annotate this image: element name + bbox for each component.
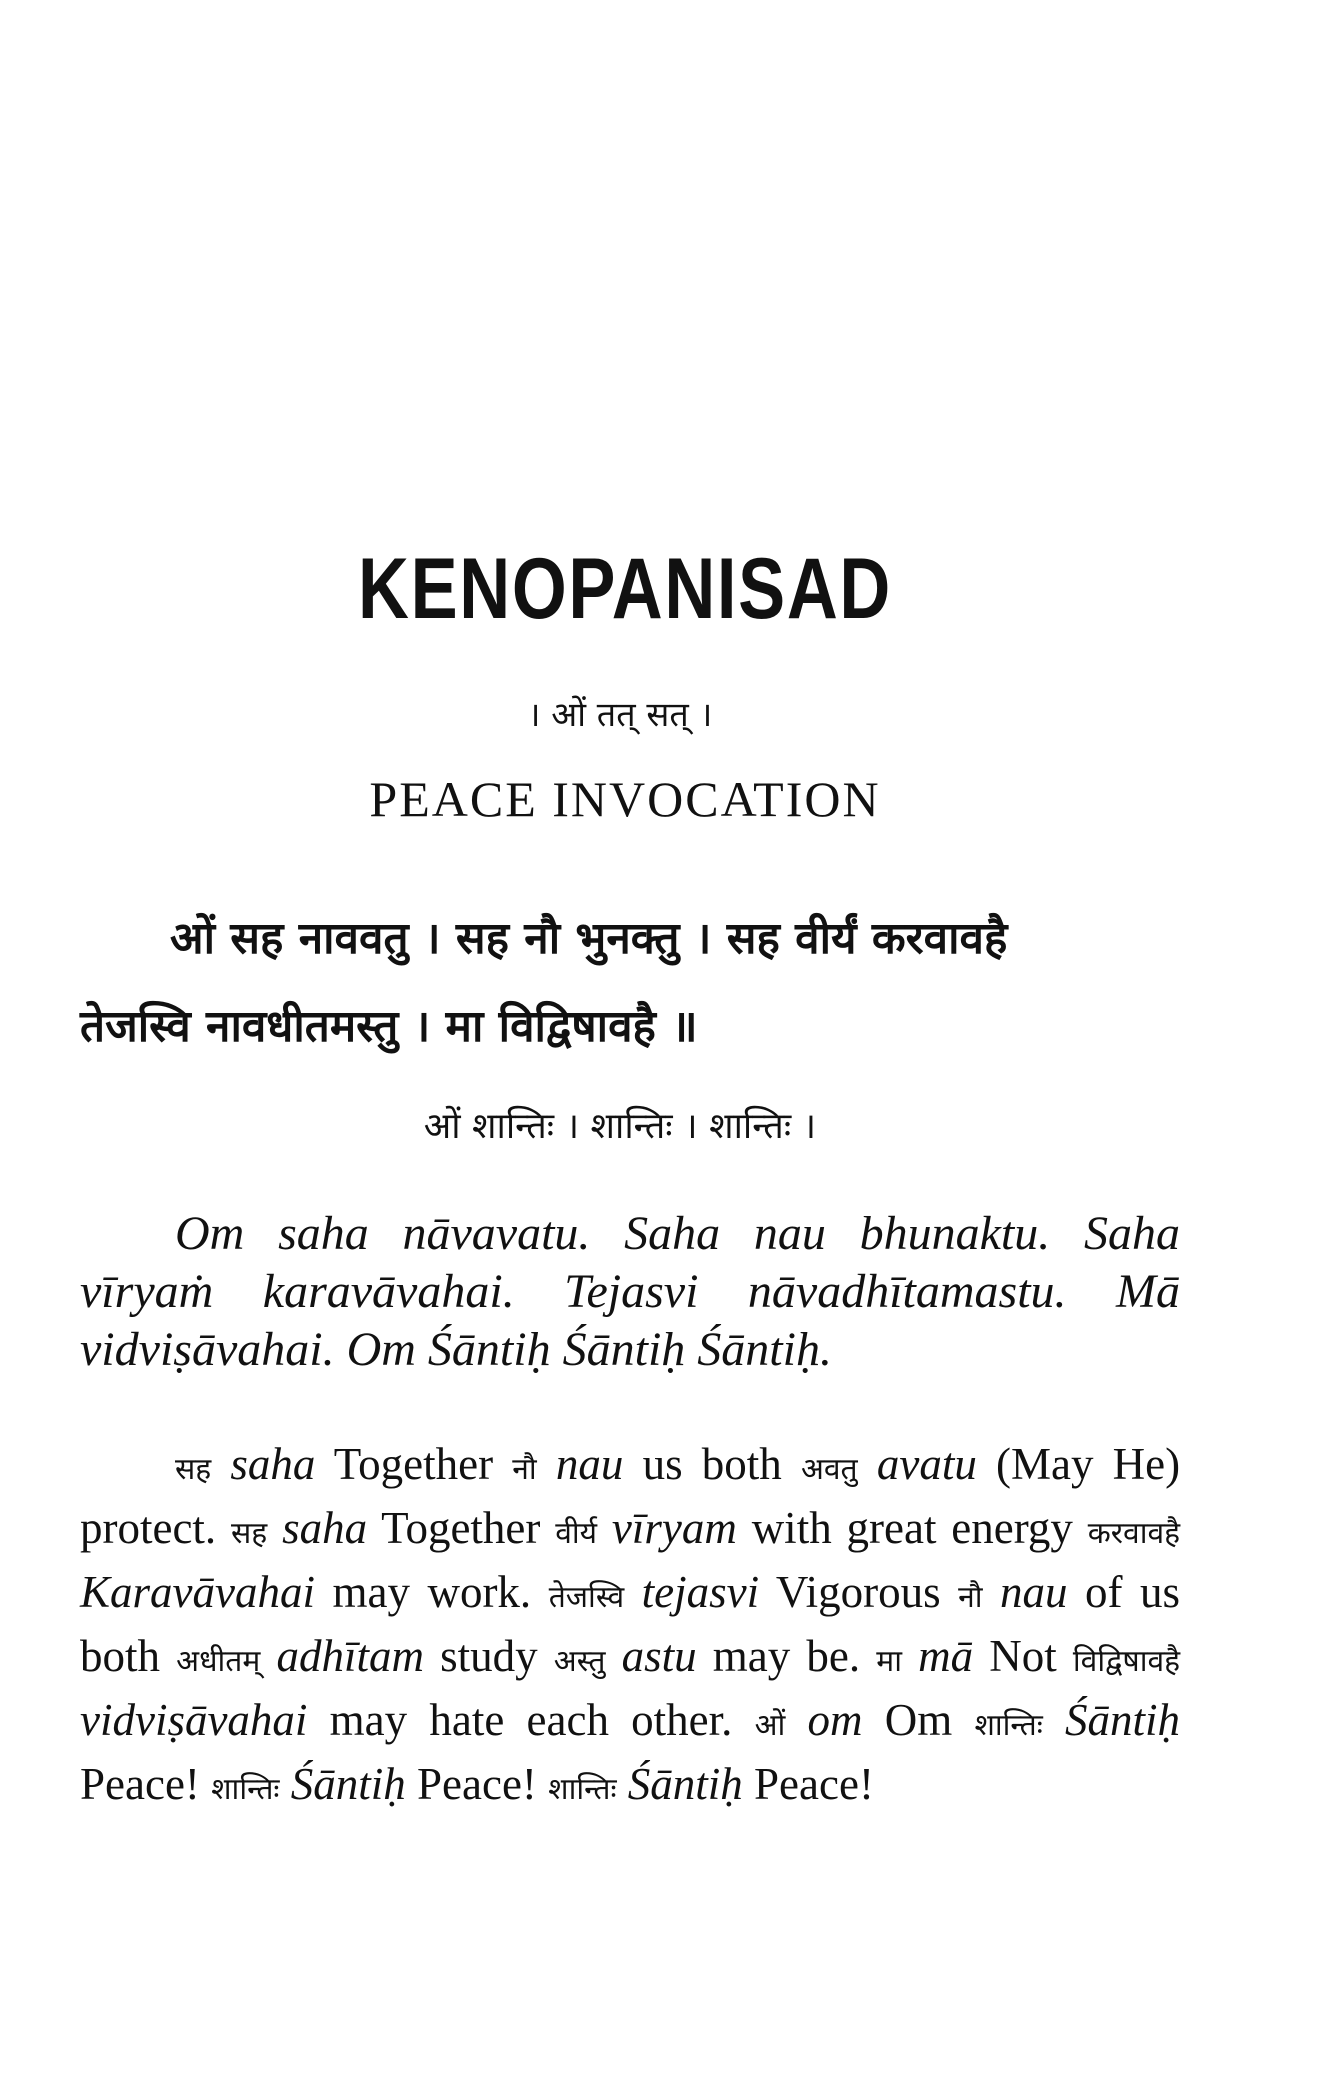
gloss-romanized: avatu <box>876 1439 977 1489</box>
sanskrit-verse <box>80 895 1180 1071</box>
gloss-devanagari: विद्विषावहै <box>1072 1644 1181 1679</box>
gloss-devanagari: शान्तिः <box>211 1772 280 1807</box>
gloss-romanized: Śāntiḥ <box>627 1759 743 1809</box>
gloss-romanized: Śāntiḥ <box>1065 1695 1181 1745</box>
gloss-devanagari: अधीतम् <box>176 1644 261 1679</box>
gloss-meaning: Not <box>989 1631 1057 1681</box>
gloss-romanized: saha <box>282 1503 368 1553</box>
gloss-meaning: Vigorous <box>775 1567 941 1617</box>
gloss-meaning: with great energy <box>751 1503 1073 1553</box>
gloss-meaning: Om <box>884 1695 953 1745</box>
gloss-devanagari: ओं <box>754 1708 786 1743</box>
gloss-romanized: vīryam <box>611 1503 737 1553</box>
gloss-devanagari: तेजस्वि <box>548 1580 625 1615</box>
gloss-devanagari: शान्तिः <box>548 1772 617 1807</box>
gloss-romanized: astu <box>621 1631 697 1681</box>
transliteration-text: Om saha nāvavatu. Saha nau bhunaktu. Saha vīryaṁ karavāvahai. Tejasvi nāvadhītamastu. Mā vidviṣāvahai. Om Śāntiḥ Śāntiḥ Śāntiḥ. <box>80 1207 1180 1376</box>
verse-line-1: ओं सह नाववतु । सह नौ भुनक्तु । सह वीर्यं करवावहै <box>170 913 1008 964</box>
verse-line-2: तेजस्वि नावधीतमस्तु । मा विद्विषावहै ॥ <box>80 1001 698 1052</box>
word-gloss-paragraph <box>80 1435 1180 1819</box>
gloss-devanagari: नौ <box>958 1580 983 1615</box>
gloss-romanized: om <box>807 1695 863 1745</box>
gloss-romanized: nau <box>1000 1567 1068 1617</box>
gloss-meaning: us both <box>642 1439 782 1489</box>
gloss-romanized: Karavāvahai <box>80 1567 315 1617</box>
section-heading: PEACE INVOCATION <box>369 771 881 827</box>
page-title: KENOPANISAD <box>358 541 892 637</box>
gloss-devanagari: शान्तिः <box>974 1708 1043 1743</box>
gloss-romanized: saha <box>230 1439 316 1489</box>
gloss-devanagari: करवावहै <box>1087 1516 1181 1551</box>
om-tat-sat-line: । ओं तत् सत् । <box>527 695 713 735</box>
gloss-devanagari: अस्तु <box>553 1644 606 1679</box>
gloss-devanagari: सह <box>175 1452 212 1487</box>
gloss-devanagari: सह <box>231 1516 268 1551</box>
gloss-romanized: mā <box>918 1631 974 1681</box>
gloss-romanized: tejasvi <box>641 1567 760 1617</box>
gloss-text <box>80 1435 1180 1819</box>
gloss-meaning: may work. <box>332 1567 532 1617</box>
gloss-meaning: Peace! <box>80 1759 200 1809</box>
gloss-devanagari: अवतु <box>800 1452 858 1487</box>
gloss-meaning: Peace! <box>417 1759 537 1809</box>
gloss-meaning: may be. <box>712 1631 861 1681</box>
gloss-meaning: Together <box>333 1439 494 1489</box>
gloss-meaning: (May He) protect. <box>80 1439 1181 1553</box>
gloss-meaning: Peace! <box>754 1759 874 1809</box>
gloss-devanagari: नौ <box>512 1452 537 1487</box>
shanti-line: ओं शान्तिः । शान्तिः । शान्तिः । <box>423 1106 817 1147</box>
gloss-meaning: study <box>440 1631 538 1681</box>
gloss-meaning: of us both <box>80 1567 1181 1681</box>
gloss-devanagari: वीर्य <box>555 1516 598 1551</box>
gloss-romanized: nau <box>555 1439 624 1489</box>
gloss-meaning: Together <box>381 1503 541 1553</box>
gloss-romanized: adhītam <box>276 1631 424 1681</box>
transliteration-paragraph <box>80 1205 1180 1379</box>
gloss-romanized: Śāntiḥ <box>290 1759 406 1809</box>
gloss-devanagari: मा <box>876 1644 902 1679</box>
gloss-romanized: vidviṣāvahai <box>80 1695 308 1745</box>
gloss-meaning: may hate each other. <box>329 1695 733 1745</box>
